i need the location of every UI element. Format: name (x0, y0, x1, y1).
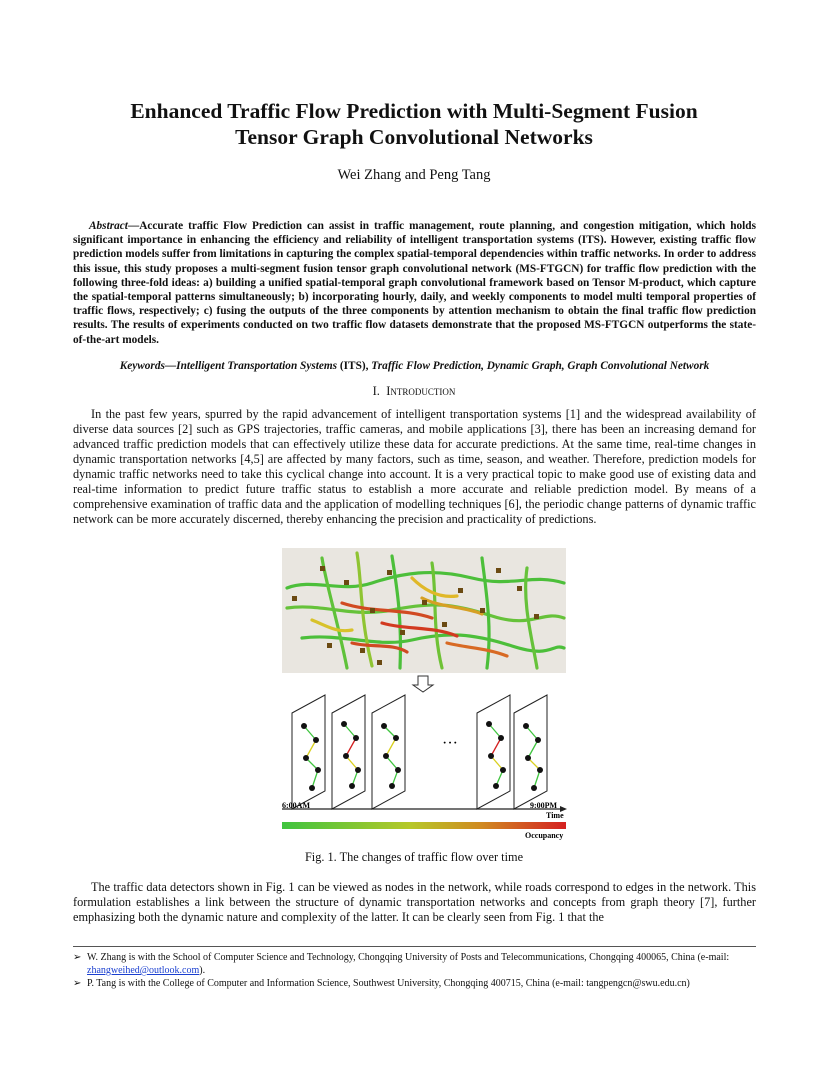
abstract-lead: Abstract (89, 220, 128, 232)
footnote-1 (73, 951, 756, 977)
occupancy-color-bar (282, 822, 566, 829)
title-line-2: Tensor Graph Convolutional Networks (235, 125, 593, 149)
time-end-label: 9:00PM (530, 801, 558, 810)
footnote-divider (73, 946, 756, 947)
footnote-1-end: ). (199, 965, 206, 976)
keywords-part-2: (ITS), (337, 360, 372, 372)
footnote-marker-icon: ➢ (73, 978, 82, 989)
figure-1-graphic (282, 548, 568, 844)
paper-title (60, 98, 768, 150)
figure-1 (282, 548, 568, 844)
time-axis-label: Time (546, 811, 564, 820)
time-start-label: 6:00AM (282, 801, 310, 810)
section-heading (60, 384, 768, 399)
author-list: Wei Zhang and Peng Tang (337, 167, 491, 183)
footnote-1-text: W. Zhang is with the School of Computer Science and Technology, Chongqing University of Posts and Telecommunications, Chongqing 400065, China (e-mail: (87, 952, 730, 963)
abstract (73, 219, 756, 347)
abstract-text: —Accurate traffic Flow Prediction can assist in traffic management, route planning, and congestion mitigation, which holds significant importance in enhancing the efficiency and reliability of intelligent transportation systems (ITS). However, existing traffic flow prediction models suffer from limitations in capturing the complex spatial-temporal dependencies within traffic networks. In order to address this issue, this study proposes a multi-segment fusion tensor graph convolutional network (MS-FTGCN) for traffic flow prediction with the following three-fold ideas: a) building a unified spatial-temporal graph convolutional framework based on Tensor M-product, which capture the spatial-temporal patterns simultaneously; b) incorporating hourly, daily, and weekly components to model multi temporal properties of traffic flows, respectively; c) fusing the outputs of the three components by attention mechanism to obtain the final traffic flow prediction results. The results of experiments conducted on two traffic flow datasets demonstrate that the proposed MS-FTGCN outperforms the state-of-the-art models. (73, 220, 756, 346)
figure-paragraph: The traffic data detectors shown in Fig. 1 can be viewed as nodes in the network, while roads correspond to edges in the network. This formulation establishes a link between the structure of dynamic transportation networks and concepts from graph theory [7], further emphasizing both the dynamic nature and complexity of the latter. It can be clearly seen from Fig. 1 that the (73, 880, 756, 924)
title-line-1: Enhanced Traffic Flow Prediction with Multi-Segment Fusion (130, 99, 698, 123)
time-axis (282, 806, 567, 812)
traffic-map (282, 548, 566, 673)
keywords (73, 360, 756, 372)
down-arrow-icon (413, 676, 433, 692)
section-numeral: I. (372, 384, 380, 398)
section-title: Introduction (386, 384, 456, 398)
occupancy-label: Occupancy (525, 831, 564, 840)
author-email-link[interactable]: zhangweihed@outlook.com (87, 965, 200, 976)
footnote-2-text: P. Tang is with the College of Computer and Information Science, Southwest University, Chongqing 400715, China (e-mail: tangpengcn@swu.edu.cn) (87, 978, 690, 989)
graph-panels (292, 695, 547, 809)
footnote-2 (73, 977, 756, 990)
footnote-marker-icon: ➢ (73, 952, 82, 963)
keywords-part-1: Keywords—Intelligent Transportation Systems (119, 360, 338, 372)
figure-caption: Fig. 1. The changes of traffic flow over time (304, 850, 524, 864)
keywords-part-3: Traffic Flow Prediction, Dynamic Graph, Graph Convolutional Network (371, 360, 710, 372)
intro-paragraph: In the past few years, spurred by the rapid advancement of intelligent transportation systems [1] and the widespread availability of diverse data sources [2] such as GPS trajectories, traffic cameras, and mobile applications [3], there has been an increasing demand for advanced traffic prediction models that can effectively utilize these data for accurate predictions. At the same time, real-time changes in dynamic transportation networks [4,5] are affected by many factors, such as time, season, and weather. Therefore, prediction models for dynamic traffic networks need to take this cyclical change into account. It is a very practical topic to make good use of existing data and real-time information to predict future traffic status to establish a more accurate and reliable prediction model. By means of a comprehensive examination of traffic data and the application of modelling techniques [6], the periodic change patterns of dynamic traffic network can be more accurately discerned, thereby enhancing the precision and practicality of predictions. (73, 407, 756, 526)
ellipsis-text: ··· (442, 735, 458, 752)
